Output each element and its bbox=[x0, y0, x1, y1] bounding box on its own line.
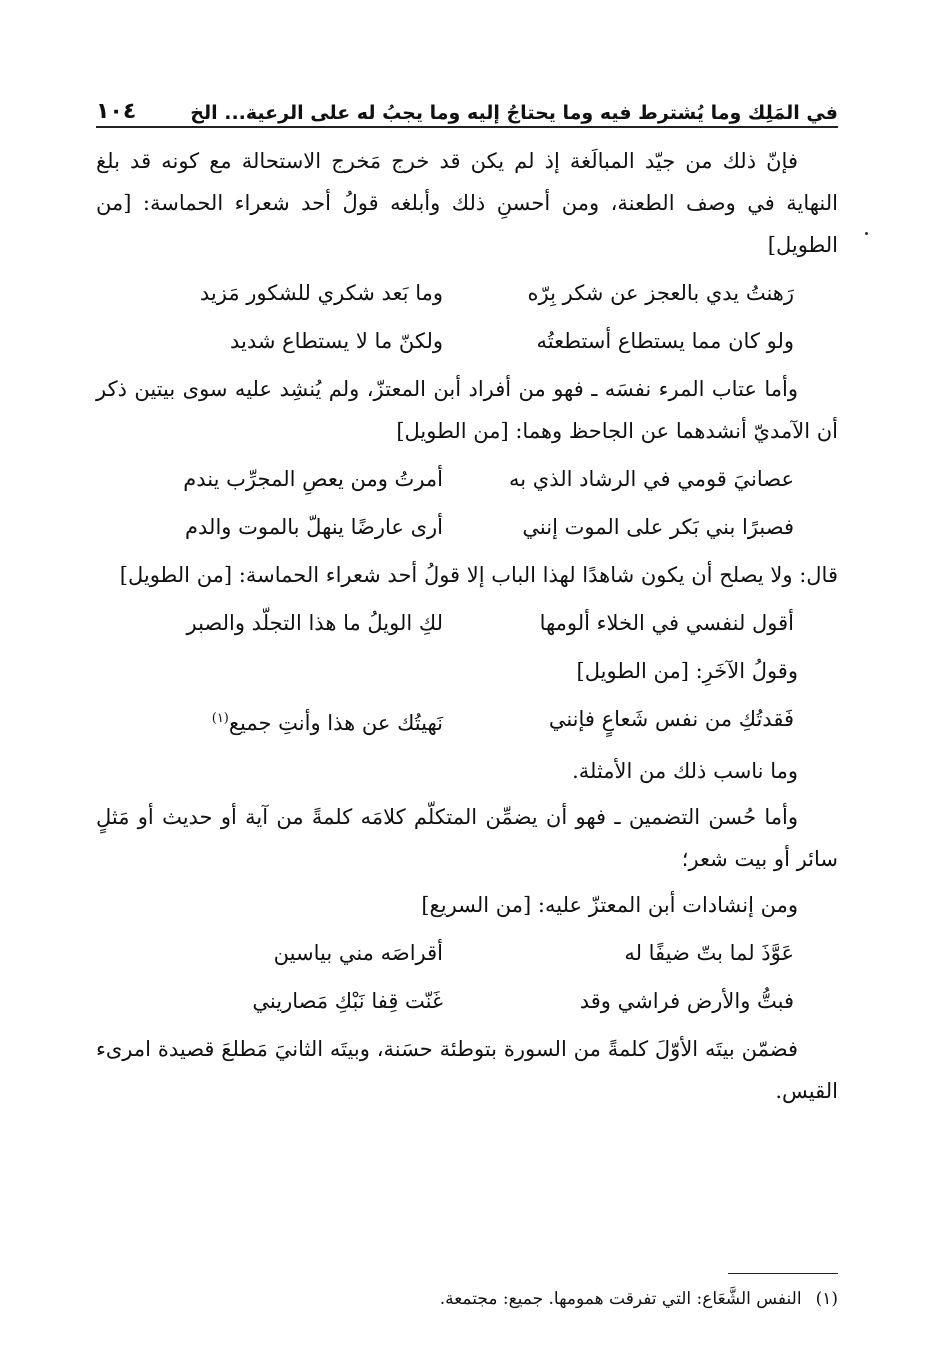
verse-5 bbox=[96, 602, 838, 644]
verse-8 bbox=[96, 980, 838, 1022]
page-body bbox=[96, 140, 838, 1112]
page-number: ١٠٤ bbox=[96, 99, 137, 124]
verse-4-first-hemistich: فصبرًا بني بَكر على الموت إنني bbox=[522, 515, 794, 539]
margin-dot bbox=[865, 232, 868, 235]
verse-3-first-hemistich: عصانيَ قومي في الرشاد الذي به bbox=[508, 467, 794, 491]
verse-7-first-hemistich: عَوَّذَ لما بتّ ضيفًا له bbox=[624, 941, 794, 965]
footnote-separator bbox=[728, 1273, 838, 1274]
verse-6-second-hemistich bbox=[96, 698, 467, 744]
paragraph-7: ومن إنشادات أبن المعتزّ عليه: [من السريع] bbox=[421, 893, 798, 917]
verse-2-first-hemistich: ولو كان مما يستطاع أستطعتُه bbox=[536, 329, 794, 353]
verse-1 bbox=[96, 272, 838, 314]
footnote-reference: (١) bbox=[211, 711, 229, 726]
verse-5-second-hemistich: لكِ الويلُ ما هذا التجلّد والصبر bbox=[186, 611, 443, 635]
running-title: في المَلِك وما يُشترط فيه وما يحتاجُ إليه وما يجبُ له على الرعية... الخ bbox=[190, 102, 838, 124]
paragraph-8: فضمّن بيتَه الأوّلَ كلمةً من السورة بتوطئة حسَنة، وبيتَه الثانيَ مَطلعَ قصيدة امرىء القيس. bbox=[96, 1037, 838, 1103]
footnote-text: النفس الشَّعَاع: التي تفرقت همومها. جميع: مجتمعة. bbox=[439, 1289, 802, 1309]
verse-5-first-hemistich: أقول لنفسي في الخلاء ألومها bbox=[539, 611, 794, 635]
verse-7 bbox=[96, 932, 838, 974]
verse-8-first-hemistich: فبتُّ والأرض فراشي وقد bbox=[579, 989, 794, 1013]
verse-6-first-hemistich: فَقدتُكِ من نفس شَعاعٍ فإنني bbox=[548, 707, 794, 731]
verse-1-first-hemistich: رَهنتُ يدي بالعجز عن شكر بِرّه bbox=[527, 281, 794, 305]
paragraph-5: وما ناسب ذلك من الأمثلة. bbox=[572, 759, 798, 783]
verse-2-second-hemistich: ولكنّ ما لا يستطاع شديد bbox=[229, 329, 443, 353]
verse-7-second-hemistich: أقراصَه مني بياسين bbox=[273, 941, 443, 965]
paragraph-1: فإنّ ذلك من جيّد المبالَغة إذ لم يكن قد خرج مَخرج الاستحالة مع كونه قد بلغ النهاية في وصف الطعنة، ومن أحسنِ ذلك وأبلغه قولُ أحد شعراء الحماسة: [من الطويل] bbox=[96, 149, 838, 257]
verse-2 bbox=[96, 320, 838, 362]
verse-4 bbox=[96, 506, 838, 548]
verse-4-second-hemistich: أرى عارضًا ينهلّ بالموت والدم bbox=[185, 515, 443, 539]
paragraph-4: وقولُ الآخَرِ: [من الطويل] bbox=[576, 659, 798, 683]
verse-3 bbox=[96, 458, 838, 500]
paragraph-3: قال: ولا يصلح أن يكون شاهدًا لهذا الباب إلا قولُ أحد شعراء الحماسة: [من الطويل] bbox=[119, 563, 838, 587]
paragraph-6: وأما حُسن التضمين ـ فهو أن يضمِّن المتكلّم كلامَه كلمةً من آية أو حديث أو مَثلٍ سائر أو بيت شعر؛ bbox=[96, 805, 838, 871]
page-header bbox=[96, 84, 838, 128]
verse-3-second-hemistich: أمرتُ ومن يعصِ المجرِّب يندم bbox=[183, 467, 443, 491]
verse-8-second-hemistich: غَنّت قِفا نَبْكِ مَصاريني bbox=[252, 989, 443, 1013]
footnote-number: (١) bbox=[815, 1289, 838, 1309]
verse-6-second-text: نَهيتُك عن هذا وأنتِ جميع bbox=[228, 711, 443, 735]
paragraph-2: وأما عتاب المرء نفسَه ـ فهو من أفراد أبن المعتزّ، ولم يُنشِد عليه سوى بيتين ذكر أن الآمديّ أنشدهما عن الجاحظ وهما: [من الطويل] bbox=[96, 377, 838, 443]
verse-6 bbox=[96, 698, 838, 744]
footnote bbox=[96, 1285, 838, 1313]
verse-1-second-hemistich: وما بَعد شكري للشكور مَزيد bbox=[199, 281, 443, 305]
